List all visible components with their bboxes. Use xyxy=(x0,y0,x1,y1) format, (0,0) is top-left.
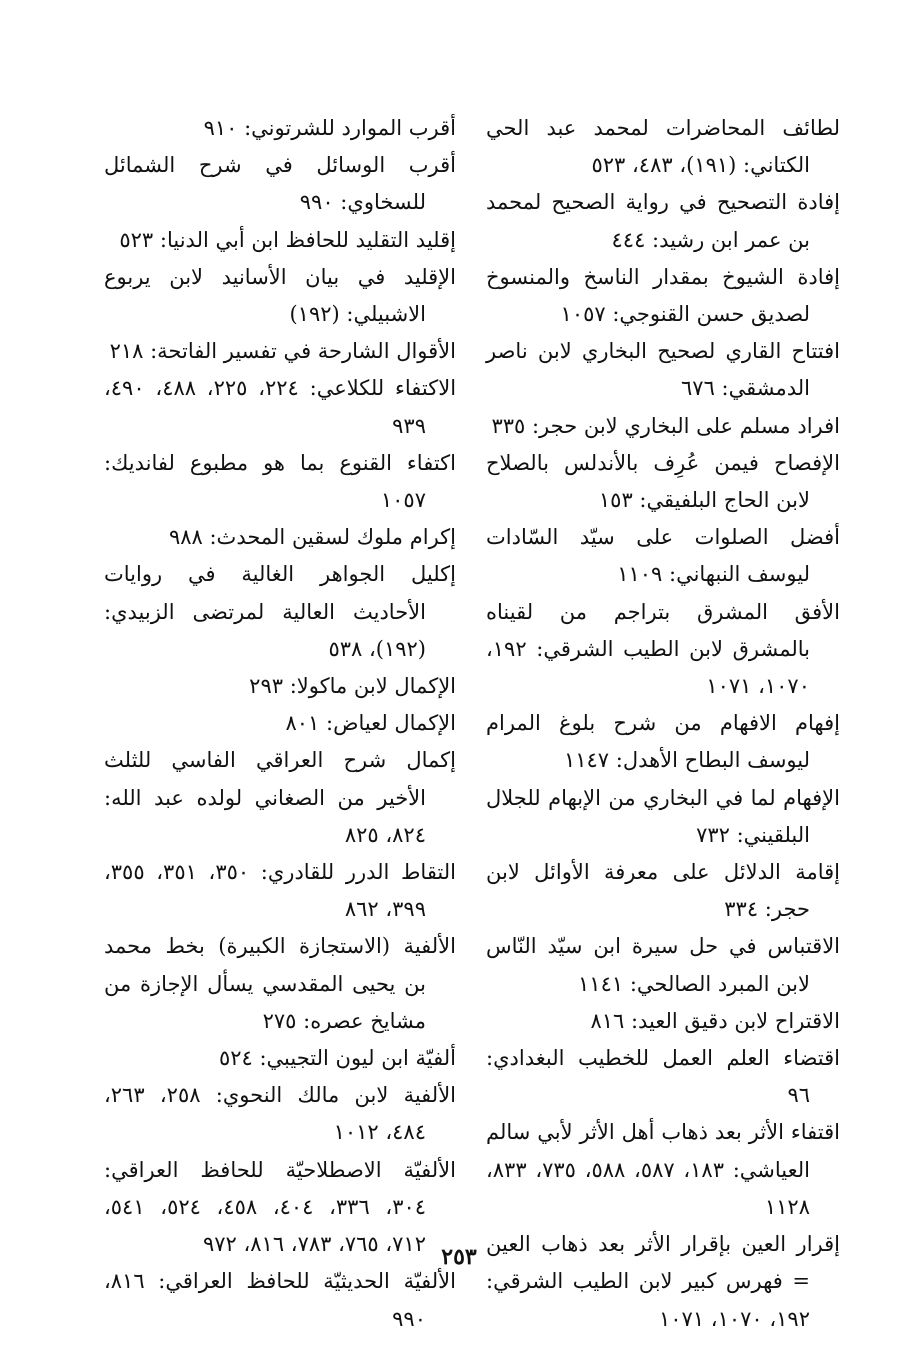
index-entry: إفادة التصحيح في رواية الصحيح لمحمد بن عمر ابن رشيد: ٤٤٤ xyxy=(486,190,840,252)
left-index-column xyxy=(104,110,456,1338)
index-entry: إقليد التقليد للحافظ ابن أبي الدنيا: ٥٢٣ xyxy=(119,227,456,252)
index-entry: الإكمال لعياض: ٨٠١ xyxy=(285,711,456,736)
index-entry: الأقوال الشارحة في تفسير الفاتحة: ٢١٨ xyxy=(109,339,456,364)
index-entry: إقامة الدلائل على معرفة الأوائل لابن حجر: ٣٣٤ xyxy=(486,860,840,922)
index-entry: الإفهام لما في البخاري من الإبهام للجلال البلقيني: ٧٣٢ xyxy=(486,785,840,847)
index-entry: لطائف المحاضرات لمحمد عبد الحي الكتاني: (١٩١)، ٤٨٣، ٥٢٣ xyxy=(486,116,840,178)
index-entry: إفهام الافهام من شرح بلوغ المرام ليوسف البطاح الأهدل: ١١٤٧ xyxy=(486,711,840,773)
index-entry: الإكمال لابن ماكولا: ٢٩٣ xyxy=(249,674,456,699)
index-entry: الألفيّة الاصطلاحيّة للحافظ العراقي: ٣٠٤، ٣٣٦، ٤٠٤، ٤٥٨، ٥٢٤، ٥٤١، ٧١٢، ٧٦٥، ٧٨٣، ٨١٦، ٩٧٢ xyxy=(104,1157,456,1257)
index-entry: اقتضاء العلم العمل للخطيب البغدادي: ٩٦ xyxy=(486,1046,840,1108)
index-entry: أقرب الموارد للشرتوني: ٩١٠ xyxy=(203,116,456,140)
index-entry: الألفية لابن مالك النحوي: ٢٥٨، ٢٦٣، ٤٨٤، ١٠١٢ xyxy=(104,1083,457,1145)
index-entry: إكمال شرح العراقي الفاسي للثلث الأخير من الصغاني لولده عبد الله: ٨٢٤، ٨٢٥ xyxy=(104,748,456,847)
index-entry: إفادة الشيوخ بمقدار الناسخ والمنسوخ لصديق حسن القنوجي: ١٠٥٧ xyxy=(486,264,840,327)
index-entry: الأفق المشرق بتراجم من لقيناه بالمشرق لابن الطيب الشرقي: ١٩٢، ١٠٧٠، ١٠٧١ xyxy=(486,599,840,699)
index-entry: إكرام ملوك لسقين المحدث: ٩٨٨ xyxy=(168,525,456,550)
index-entry: أقرب الوسائل في شرح الشمائل للسخاوي: ٩٩٠ xyxy=(104,153,456,215)
index-entry: الاقتراح لابن دقيق العيد: ٨١٦ xyxy=(590,1008,840,1033)
page-number: ٢٥٣ xyxy=(441,1244,477,1270)
index-entry: إكليل الجواهر الغالية في روايات الأحاديث العالية لمرتضى الزبيدي: (١٩٢)، ٥٣٨ xyxy=(104,562,456,661)
index-entry: أفضل الصلوات على سيّد السّادات ليوسف النبهاني: ١١٠٩ xyxy=(486,525,840,587)
index-entry: افراد مسلم على البخاري لابن حجر: ٣٣٥ xyxy=(491,413,840,438)
index-entry: افتتاح القاري لصحيح البخاري لابن ناصر الدمشقي: ٦٧٦ xyxy=(486,339,840,401)
index-entry: اقتفاء الأثر بعد ذهاب أهل الأثر لأبي سالم العياشي: ١٨٣، ٥٨٧، ٥٨٨، ٧٣٥، ٨٣٣، ١١٢٨ xyxy=(486,1120,840,1219)
index-entry: الاقتباس في حل سيرة ابن سيّد النّاس لابن المبرد الصالحي: ١١٤١ xyxy=(486,934,840,996)
index-entry: الألفية (الاستجازة الكبيرة) بخط محمد بن يحيى المقدسي يسأل الإجازة من مشايخ عصره: ٢٧٥ xyxy=(104,934,456,1033)
index-entry: ألفيّة ابن ليون التجيبي: ٥٢٤ xyxy=(218,1046,456,1071)
index-entry: الاكتفاء للكلاعي: ٢٢٤، ٢٢٥، ٤٨٨، ٤٩٠، ٩٣٩ xyxy=(104,376,457,438)
index-entry: اكتفاء القنوع بما هو مطبوع لفانديك: ١٠٥٧ xyxy=(104,450,456,513)
index-entry: الألفيّة الحديثيّة للحافظ العراقي: ٨١٦، ٩٩٠ xyxy=(104,1269,456,1331)
index-entry: الإقليد في بيان الأسانيد لابن يربوع الاشبيلي: (١٩٢) xyxy=(104,264,456,327)
index-entry: إقرار العين بإقرار الأثر بعد ذهاب العين = فهرس كبير لابن الطيب الشرقي: ١٩٢، ١٠٧٠، ١٠٧١ xyxy=(486,1232,840,1331)
index-entry: التقاط الدرر للقادري: ٣٥٠، ٣٥١، ٣٥٥، ٣٩٩، ٨٦٢ xyxy=(104,860,457,922)
right-index-column xyxy=(486,110,840,1338)
index-entry: الإفصاح فيمن عُرِف بالأندلس بالصلاح لابن الحاج البلفيقي: ١٥٣ xyxy=(486,450,840,513)
